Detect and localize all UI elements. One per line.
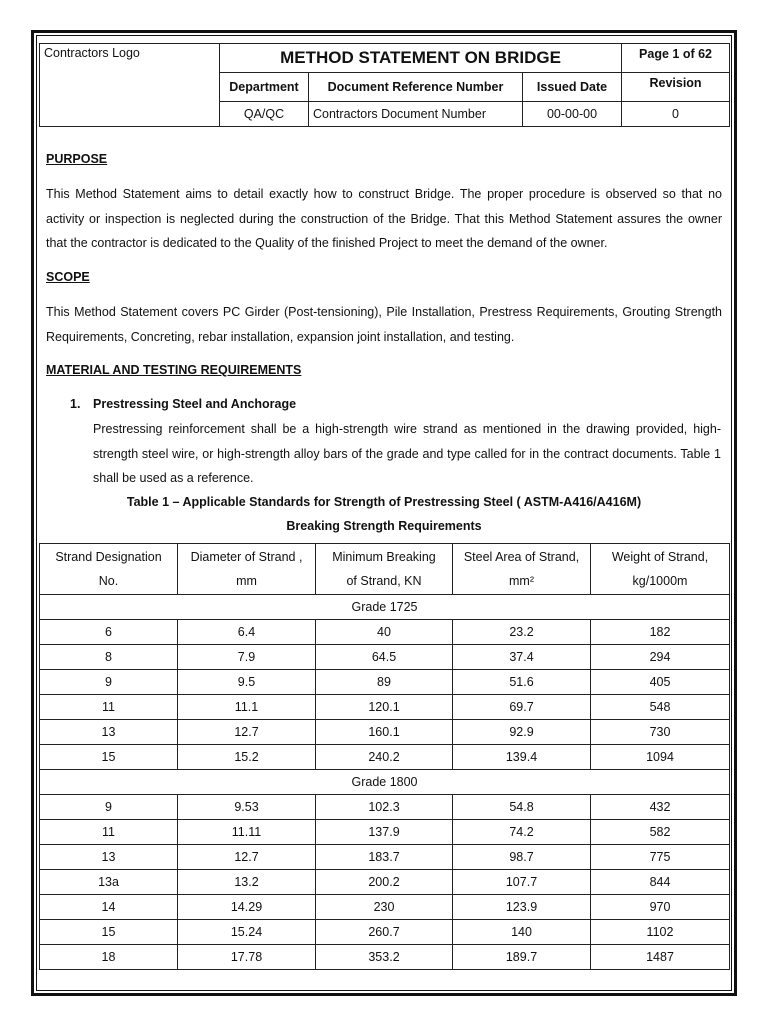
table-cell: 40 [316,620,453,645]
scope-text: This Method Statement covers PC Girder (Post-tensioning), Pile Installation, Prestress Requirements, Grouting Strength Requirements, Concreting, rebar installation, expansion joint installation, and testing. [46,305,722,344]
table-row [40,945,730,970]
table-cell: 12.7 [178,845,316,870]
table-cell: 9 [40,795,178,820]
table-cell: 64.5 [316,645,453,670]
table-cell: 240.2 [316,745,453,770]
department-header: Department [220,73,309,102]
table-row [40,695,730,720]
column-header-strand-designation: Strand Designation No. [40,544,178,595]
table-cell: 844 [591,870,730,895]
column-header-min-breaking: Minimum Breaking of Strand, KN [316,544,453,595]
table-row [40,820,730,845]
table-cell: 183.7 [316,845,453,870]
table-cell: 405 [591,670,730,695]
item-1-title-text: Prestressing Steel and Anchorage [93,397,297,411]
table-row [40,895,730,920]
table-cell: 6.4 [178,620,316,645]
table-cell: 15.24 [178,920,316,945]
table-row [40,845,730,870]
table-cell: 1102 [591,920,730,945]
table-row [40,870,730,895]
table-row [40,720,730,745]
table-cell: 11 [40,820,178,845]
table-cell: 12.7 [178,720,316,745]
revision-header: Revision [622,73,730,102]
table-row [40,670,730,695]
table-cell: 200.2 [316,870,453,895]
table-cell: 11.1 [178,695,316,720]
table-cell: 730 [591,720,730,745]
table-cell: 1487 [591,945,730,970]
grade-label: Grade 1800 [40,770,730,795]
department-value: QA/QC [220,102,309,127]
table-row [40,745,730,770]
table-cell: 107.7 [453,870,591,895]
table-cell: 15 [40,920,178,945]
column-header-steel-area: Steel Area of Strand, mm² [453,544,591,595]
table-cell: 13 [40,720,178,745]
table-cell: 15.2 [178,745,316,770]
issued-date-header: Issued Date [523,73,622,102]
table-cell: 189.7 [453,945,591,970]
table-cell: 15 [40,745,178,770]
table-cell: 18 [40,945,178,970]
item-1-title [70,397,296,411]
table-row [40,795,730,820]
table-cell: 23.2 [453,620,591,645]
table-cell: 120.1 [316,695,453,720]
document-header [39,43,730,127]
table-cell: 13 [40,845,178,870]
table-cell: 775 [591,845,730,870]
scope-heading: SCOPE [46,270,90,284]
table-cell: 7.9 [178,645,316,670]
table-cell: 11 [40,695,178,720]
table-cell: 14.29 [178,895,316,920]
table-cell: 140 [453,920,591,945]
table-cell: 9.5 [178,670,316,695]
table-cell: 1094 [591,745,730,770]
table-cell: 137.9 [316,820,453,845]
table-cell: 54.8 [453,795,591,820]
materials-heading: MATERIAL AND TESTING REQUIREMENTS [46,363,302,377]
table-cell: 970 [591,895,730,920]
issued-date-value: 00-00-00 [523,102,622,127]
table-cell: 17.78 [178,945,316,970]
column-header-weight: Weight of Strand, kg/1000m [591,544,730,595]
table-cell: 102.3 [316,795,453,820]
item-1-text: Prestressing reinforcement shall be a high-strength wire strand as mentioned in the drawing provided, high-strength steel wire, or high-strength alloy bars of the grade and type called for in the contract documents. Table 1 shall be used as a reference. [93,422,721,485]
table-cell: 89 [316,670,453,695]
table-row [40,620,730,645]
table-cell: 139.4 [453,745,591,770]
table-cell: 14 [40,895,178,920]
table-cell: 74.2 [453,820,591,845]
table-cell: 182 [591,620,730,645]
table-cell: 92.9 [453,720,591,745]
table-cell: 160.1 [316,720,453,745]
document-title: METHOD STATEMENT ON BRIDGE [220,44,622,73]
table-cell: 13a [40,870,178,895]
table-row [40,920,730,945]
table-cell: 9 [40,670,178,695]
doc-ref-header: Document Reference Number [309,73,523,102]
purpose-heading: PURPOSE [46,152,108,166]
table-cell: 230 [316,895,453,920]
table-cell: 98.7 [453,845,591,870]
table-cell: 582 [591,820,730,845]
purpose-text: This Method Statement aims to detail exactly how to construct Bridge. The proper procedure is observed so that no activity or inspection is neglected during the construction of the Bridge. That this Method Statement assures the owner that the contractor is dedicated to the Quality of the finished Project to meet the demand of the owner. [46,187,722,250]
item-1-number: 1. [70,397,81,411]
table-row [40,645,730,670]
contractors-logo: Contractors Logo [40,44,220,127]
table-cell: 123.9 [453,895,591,920]
table-cell: 11.11 [178,820,316,845]
table-cell: 13.2 [178,870,316,895]
table-cell: 548 [591,695,730,720]
table-cell: 69.7 [453,695,591,720]
table-cell: 37.4 [453,645,591,670]
table-1-subcaption: Breaking Strength Requirements [286,519,482,533]
column-header-diameter: Diameter of Strand , mm [178,544,316,595]
prestressing-steel-table [39,543,730,970]
grade-label: Grade 1725 [40,595,730,620]
table-cell: 6 [40,620,178,645]
page-number: Page 1 of 62 [622,44,730,73]
table-cell: 294 [591,645,730,670]
table-cell: 9.53 [178,795,316,820]
table-cell: 8 [40,645,178,670]
revision-value: 0 [622,102,730,127]
table-cell: 432 [591,795,730,820]
table-cell: 260.7 [316,920,453,945]
table-1-caption: Table 1 – Applicable Standards for Strength of Prestressing Steel ( ASTM-A416/A416M) [126,495,642,509]
table-cell: 353.2 [316,945,453,970]
doc-ref-value: Contractors Document Number [309,102,523,127]
table-cell: 51.6 [453,670,591,695]
